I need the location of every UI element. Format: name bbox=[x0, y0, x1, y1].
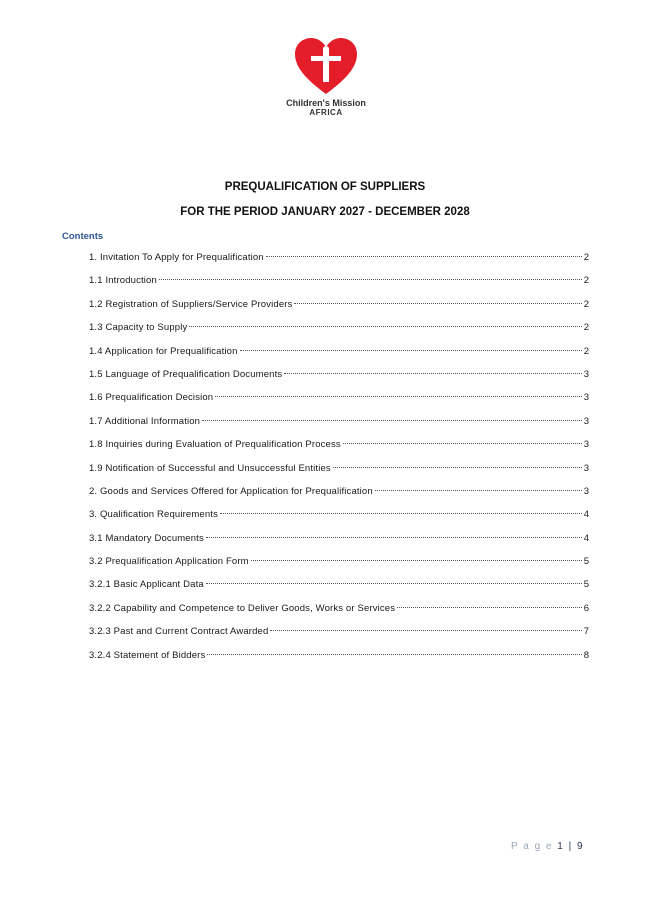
logo-line-1: Children's Mission bbox=[286, 98, 366, 108]
toc-entry[interactable] bbox=[89, 392, 589, 415]
toc-entry[interactable] bbox=[89, 626, 589, 649]
organization-logo bbox=[276, 38, 376, 128]
toc-entry[interactable] bbox=[89, 579, 589, 602]
toc-entry[interactable] bbox=[89, 275, 589, 298]
toc-entry-page-number[interactable]: 5 bbox=[583, 579, 589, 591]
toc-dot-leader bbox=[251, 560, 582, 561]
current-page-number: 1 bbox=[557, 841, 565, 852]
toc-entry[interactable] bbox=[89, 463, 589, 486]
toc-entry-page-number[interactable]: 3 bbox=[583, 485, 589, 497]
logo-line-2: AFRICA bbox=[309, 108, 343, 117]
toc-entry-page-number[interactable]: 3 bbox=[583, 368, 589, 380]
toc-entry-page-number[interactable]: 7 bbox=[583, 626, 589, 638]
toc-entry-label[interactable]: 1.9 Notification of Successful and Unsuccessful Entities bbox=[89, 462, 331, 474]
toc-entry-page-number[interactable]: 2 bbox=[583, 322, 589, 334]
toc-entry[interactable] bbox=[89, 603, 589, 626]
toc-dot-leader bbox=[240, 350, 582, 351]
table-of-contents bbox=[89, 252, 589, 673]
toc-entry-label[interactable]: 1.2 Registration of Suppliers/Service Providers bbox=[89, 298, 293, 310]
toc-entry-label[interactable]: 1.7 Additional Information bbox=[89, 415, 201, 427]
toc-entry[interactable] bbox=[89, 252, 589, 275]
toc-entry-page-number[interactable]: 3 bbox=[583, 462, 589, 474]
toc-entry-page-number[interactable]: 2 bbox=[583, 345, 589, 357]
toc-entry-page-number[interactable]: 3 bbox=[583, 392, 589, 404]
toc-entry-label[interactable]: 3. Qualification Requirements bbox=[89, 509, 218, 521]
toc-dot-leader bbox=[375, 490, 582, 491]
toc-entry-label[interactable]: 3.2.2 Capability and Competence to Deliver Goods, Works or Services bbox=[89, 602, 396, 614]
page-footer bbox=[511, 841, 584, 852]
document-title: PREQUALIFICATION OF SUPPLIERS bbox=[224, 181, 426, 193]
toc-entry[interactable] bbox=[89, 346, 589, 369]
toc-entry-page-number[interactable]: 4 bbox=[583, 509, 589, 521]
toc-entry-page-number[interactable]: 2 bbox=[583, 252, 589, 263]
toc-dot-leader bbox=[215, 396, 581, 397]
toc-entry-page-number[interactable]: 2 bbox=[583, 298, 589, 310]
toc-entry[interactable] bbox=[89, 369, 589, 392]
toc-dot-leader bbox=[206, 537, 582, 538]
toc-dot-leader bbox=[397, 607, 582, 608]
toc-entry-page-number[interactable]: 8 bbox=[583, 649, 589, 661]
toc-entry-label[interactable]: 3.2.1 Basic Applicant Data bbox=[89, 579, 204, 591]
toc-dot-leader bbox=[294, 303, 581, 304]
toc-entry[interactable] bbox=[89, 322, 589, 345]
toc-entry[interactable] bbox=[89, 556, 589, 579]
toc-entry-page-number[interactable]: 3 bbox=[583, 415, 589, 427]
toc-entry-label[interactable]: 2. Goods and Services Offered for Application for Prequalification bbox=[89, 485, 373, 497]
toc-dot-leader bbox=[343, 443, 582, 444]
toc-entry-label[interactable]: 1.3 Capacity to Supply bbox=[89, 322, 188, 334]
page-separator: | bbox=[568, 841, 573, 852]
page-word: P a g e bbox=[511, 841, 554, 852]
toc-entry-label[interactable]: 1.5 Language of Prequalification Documents bbox=[89, 368, 283, 380]
toc-dot-leader bbox=[202, 420, 582, 421]
toc-entry-label[interactable]: 3.1 Mandatory Documents bbox=[89, 532, 204, 544]
toc-dot-leader bbox=[159, 279, 582, 280]
heart-cross-logo-icon bbox=[294, 38, 358, 96]
toc-entry-page-number[interactable]: 5 bbox=[583, 556, 589, 568]
toc-dot-leader bbox=[266, 256, 582, 257]
toc-entry-label[interactable]: 1.6 Prequalification Decision bbox=[89, 392, 214, 404]
toc-entry-label[interactable]: 1. Invitation To Apply for Prequalification bbox=[89, 252, 264, 263]
toc-dot-leader bbox=[270, 630, 581, 631]
toc-entry-label[interactable]: 3.2.4 Statement of Bidders bbox=[89, 649, 206, 661]
total-pages: 9 bbox=[577, 841, 585, 852]
toc-entry-label[interactable]: 3.2.3 Past and Current Contract Awarded bbox=[89, 626, 269, 638]
toc-entry-page-number[interactable]: 2 bbox=[583, 275, 589, 287]
toc-dot-leader bbox=[207, 654, 581, 655]
toc-dot-leader bbox=[189, 326, 581, 327]
document-subtitle: FOR THE PERIOD JANUARY 2027 - DECEMBER 2028 bbox=[180, 206, 470, 218]
logo-wordmark bbox=[276, 98, 376, 118]
toc-entry-label[interactable]: 1.4 Application for Prequalification bbox=[89, 345, 238, 357]
toc-entry[interactable] bbox=[89, 299, 589, 322]
toc-entry[interactable] bbox=[89, 486, 589, 509]
toc-entry[interactable] bbox=[89, 650, 589, 673]
toc-entry-page-number[interactable]: 4 bbox=[583, 532, 589, 544]
toc-entry-page-number[interactable]: 6 bbox=[583, 602, 589, 614]
toc-entry[interactable] bbox=[89, 416, 589, 439]
toc-entry[interactable] bbox=[89, 439, 589, 462]
toc-entry-label[interactable]: 1.1 Introduction bbox=[89, 275, 157, 287]
toc-entry-label[interactable]: 3.2 Prequalification Application Form bbox=[89, 556, 249, 568]
toc-dot-leader bbox=[206, 583, 582, 584]
toc-entry-page-number[interactable]: 3 bbox=[583, 439, 589, 451]
toc-entry-label[interactable]: 1.8 Inquiries during Evaluation of Prequalification Process bbox=[89, 439, 341, 451]
toc-entry[interactable] bbox=[89, 509, 589, 532]
toc-dot-leader bbox=[284, 373, 581, 374]
contents-heading: Contents bbox=[62, 231, 104, 242]
toc-dot-leader bbox=[333, 467, 582, 468]
toc-dot-leader bbox=[220, 513, 582, 514]
toc-entry[interactable] bbox=[89, 533, 589, 556]
